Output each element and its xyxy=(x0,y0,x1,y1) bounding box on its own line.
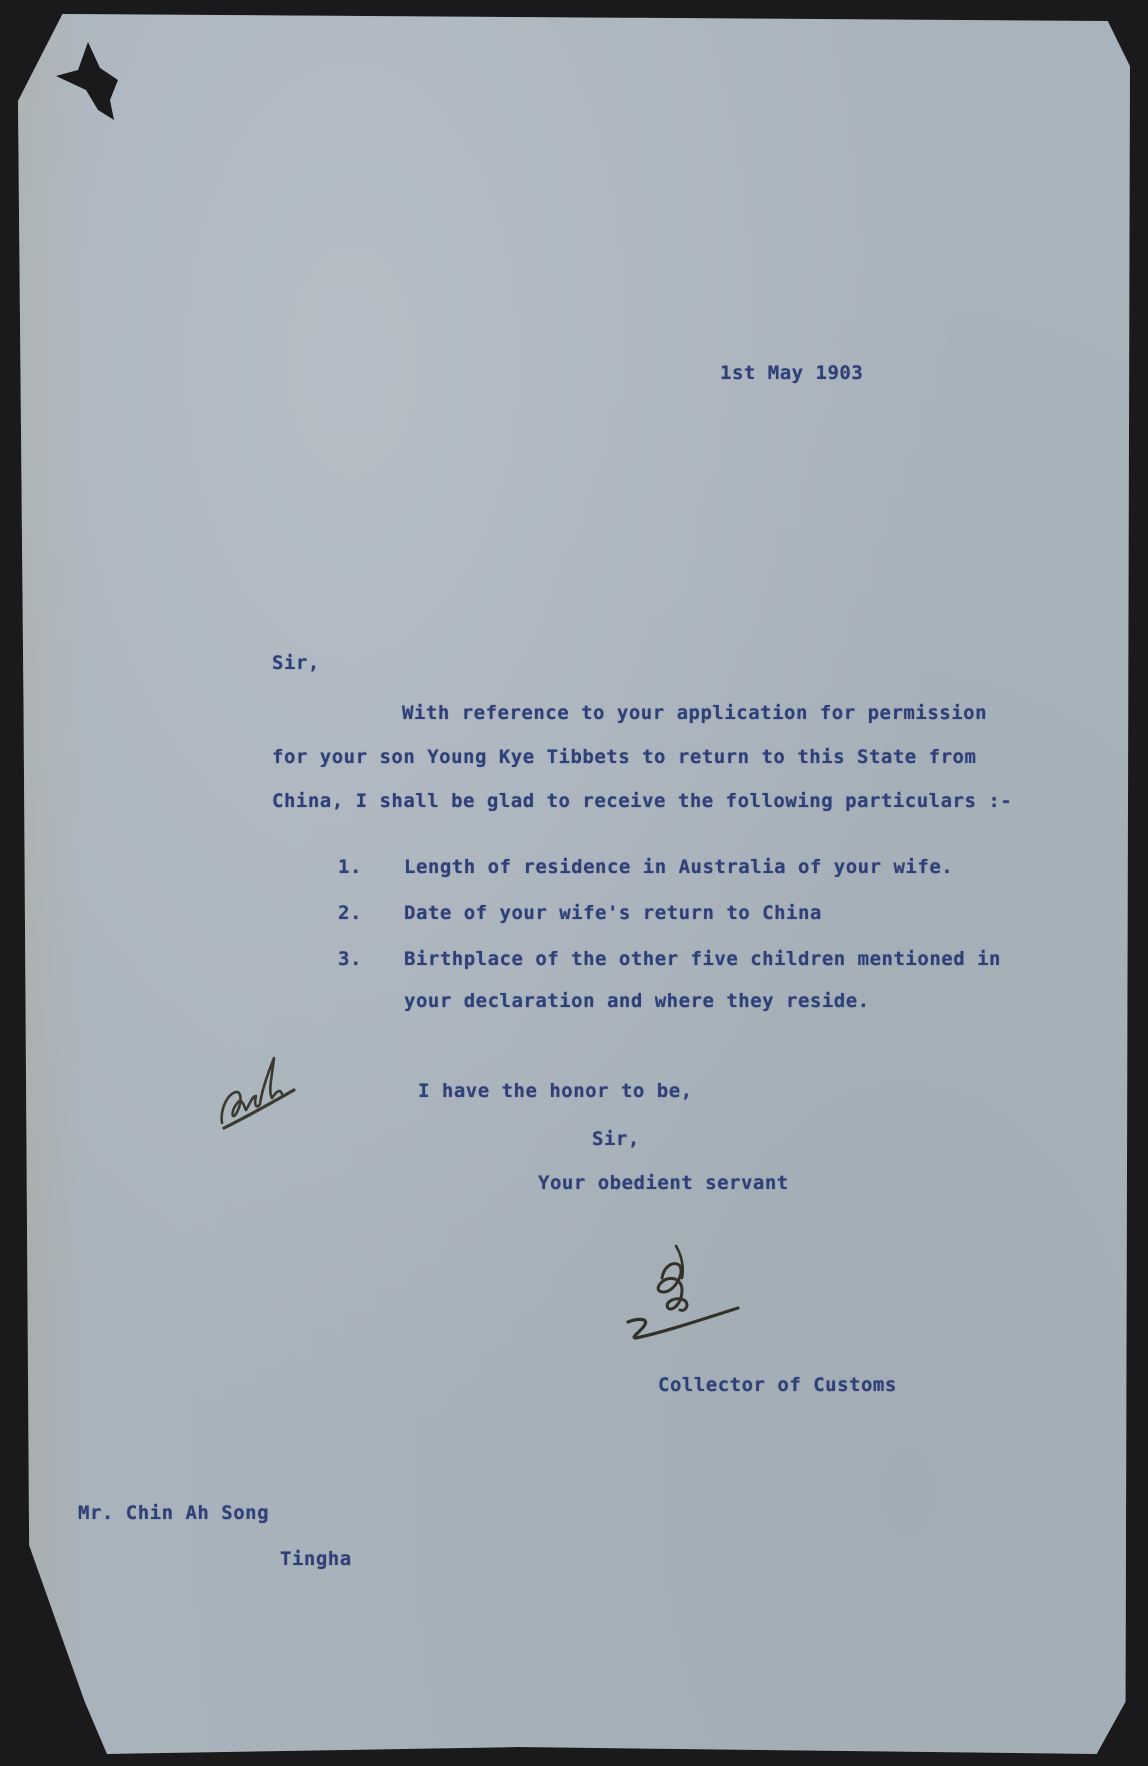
item-text-2: Date of your wife's return to China xyxy=(404,902,822,924)
salutation: Sir, xyxy=(272,652,320,674)
item-text-3: Birthplace of the other five children mentioned in xyxy=(404,948,1001,970)
signature-initials-handwritten xyxy=(624,1238,744,1348)
closing-line-2: Sir, xyxy=(592,1128,640,1150)
letter-page xyxy=(18,14,1130,1754)
item-number-3: 3. xyxy=(338,948,362,970)
item-text-3-continuation: your declaration and where they reside. xyxy=(404,990,870,1012)
body-line-1: With reference to your application for permission xyxy=(402,702,988,724)
item-number-2: 2. xyxy=(338,902,362,924)
addressee-name: Mr. Chin Ah Song xyxy=(78,1502,270,1524)
closing-line-1: I have the honor to be, xyxy=(418,1080,693,1102)
addressee-place: Tingha xyxy=(280,1548,352,1570)
closing-line-3: Your obedient servant xyxy=(538,1172,789,1194)
torn-corner-hole xyxy=(48,40,128,130)
signatory-title: Collector of Customs xyxy=(658,1374,897,1396)
item-text-1: Length of residence in Australia of your wife. xyxy=(404,856,954,878)
body-line-2: for your son Young Kye Tibbets to return to this State from xyxy=(272,746,977,768)
body-line-3: China, I shall be glad to receive the following particulars :- xyxy=(272,790,1013,812)
letter-date: 1st May 1903 xyxy=(720,362,864,384)
item-number-1: 1. xyxy=(338,856,362,878)
margin-initials-handwritten xyxy=(214,1028,304,1138)
